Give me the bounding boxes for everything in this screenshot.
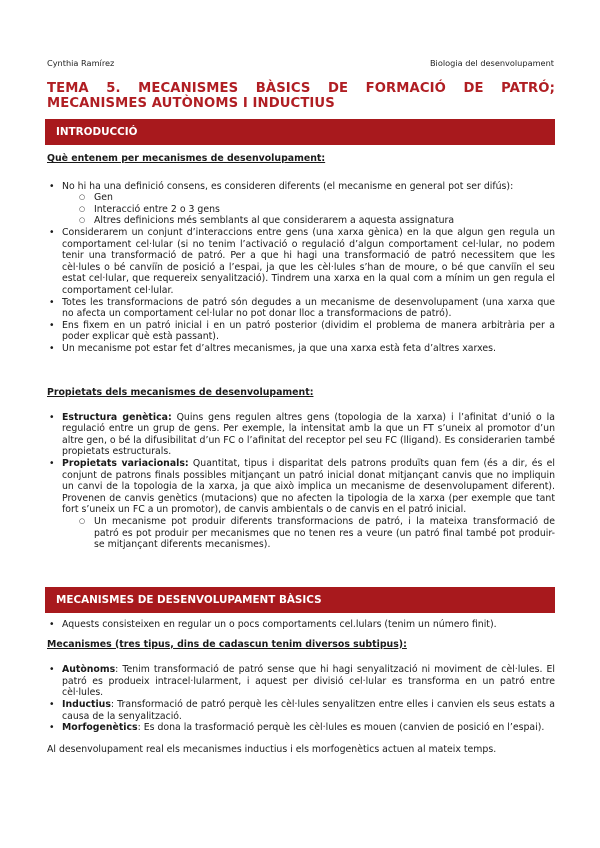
list-item: • Totes les transformacions de patró són degudes a un mecanisme de desenvolupament (una xarxa que no afecta un comportament cel·lular no pot donar lloc a transformacions de patró). bbox=[47, 297, 555, 320]
mechanism-text: : Transformació de patró perquè les cèl·lules senyalitzen entre elles i canvien els seus estats a causa de la senyalització. bbox=[62, 698, 555, 722]
sublist-item: ○ Altres definicions més semblants al que considerarem a aquesta assignatura bbox=[79, 215, 555, 227]
sublist-item: ○ Interacció entre 2 o 3 gens bbox=[79, 204, 555, 216]
intro-block bbox=[47, 153, 555, 355]
sublist-item: ○ Un mecanisme pot produir diferents transformacions de patró, i la mateixa transformació de patró es pot produir per mecanismes que no tenen res a veure (un patró final també pot produir-se mitjançant diferents mecanismes). bbox=[79, 516, 555, 551]
intro-list bbox=[47, 181, 555, 355]
mechanism-text: : Tenim transformació de patró sense que hi hagi senyalització ni moviment de cèl·lules. El patró es produeix intracel·lularment, i aquest per divisió cel·lular es transforma en un patró entre cèl·lules. bbox=[62, 664, 555, 699]
mechanism-label: Autònoms bbox=[62, 664, 116, 676]
properties-list bbox=[47, 412, 555, 551]
list-item bbox=[47, 181, 555, 227]
subheading-what-is: Què entenem per mecanismes de desenvolupament: bbox=[47, 153, 326, 164]
property-text: Quins gens regulen altres gens (topologia de la xarxa) i l’afinitat d’unió o la regulació entre un grup de gens. Per exemple, la intensitat amb la que un FT s’uneix al promotor d’un altre gen, o bé la difusibilitat d’un FC o l’afinitat del receptor pel seu FC (lligand). Es considerarien també propietats estructurals. bbox=[62, 411, 555, 458]
list-item: • Considerarem un conjunt d’interaccions entre gens (una xarxa gènica) en la que algun gen regula un comportament cel·lular (si no tenim l’activació o regulació d’algun comportament cel·lular, no podem tenir una transformació de patró. Per a que hi hagi una transformació de patró necessitem que les cèl·lules o bé canviïn de posició a l’espai, ja que les cèl·lules s’han de moure, o bé que canviïn el seu estat cel·lular, que requereix senyalització). Tindrem una xarxa en la qual com a mínim un gen regula el comportament cel·lular. bbox=[47, 227, 555, 297]
header-author: Cynthia Ramírez bbox=[47, 58, 115, 68]
mechanism-types-list bbox=[47, 664, 555, 734]
list-item bbox=[47, 412, 555, 458]
properties-block bbox=[47, 387, 555, 551]
sublist bbox=[79, 192, 555, 227]
list-item bbox=[47, 664, 555, 699]
property-text: Quantitat, tipus i disparitat dels patrons produïts quan fem (és a dir, és el conjunt de patrons finals possibles mitjançant un patró inicial donat mitjançant canvis que no impliquin un canvi de la topologia de la xarxa, ja que això implica un mecanisme de desenvolupament diferent). Provenen de canvis genètics (mutacions) que no afecten la tipologia de la xarxa (per exemple que tant fort s’uneix un FC a un promotor), de canvis ambientals o de canvis en el patró inicial. bbox=[62, 457, 555, 516]
mechanism-label: Inductius bbox=[62, 698, 111, 710]
mechanisms-intro-list bbox=[47, 619, 555, 631]
list-item: • Ens fixem en un patró inicial i en un patró posterior (dividim el problema de manera arbitrària per a poder explicar què està passant). bbox=[47, 320, 555, 343]
property-label: Propietats variacionals: bbox=[62, 457, 189, 469]
list-item bbox=[47, 722, 555, 734]
sublist bbox=[79, 516, 555, 551]
mechanisms-block bbox=[47, 619, 555, 755]
mechanism-text: : Es dona la trasformació perquè les cèl·lules es mouen (canvien de posició en l’espai). bbox=[137, 722, 545, 734]
subheading-mechanism-types: Mecanismes (tres tipus, dins de cadascun tenim diversos subtipus): bbox=[47, 638, 407, 650]
list-item bbox=[47, 458, 555, 551]
section-heading-mecanismes: MECANISMES DE DESENVOLUPAMENT BÀSICS bbox=[45, 587, 555, 613]
sublist-item: ○ Gen bbox=[79, 192, 555, 204]
list-item: • Un mecanisme pot estar fet d’altres mecanismes, ja que una xarxa està feta d’altres xarxes. bbox=[47, 343, 555, 355]
list-item: • Aquests consisteixen en regular un o pocs comportaments cel.lulars (tenim un número finit). bbox=[47, 619, 555, 631]
subheading-properties: Propietats dels mecanismes de desenvolupament: bbox=[47, 387, 314, 398]
page-title: TEMA 5. MECANISMES BÀSICS DE FORMACIÓ DE PATRÓ; MECANISMES AUTÒNOMS I INDUCTIUS bbox=[47, 81, 555, 111]
property-label: Estructura genètica: bbox=[62, 411, 172, 423]
section-heading-introduccio: INTRODUCCIÓ bbox=[45, 119, 555, 145]
header-subject: Biologia del desenvolupament bbox=[429, 58, 554, 68]
list-item-text: No hi ha una definició consens, es consideren diferents (el mecanisme en general pot ser difús): bbox=[62, 180, 514, 192]
closing-paragraph: Al desenvolupament real els mecanismes inductius i els morfogenètics actuen al mateix temps. bbox=[47, 743, 497, 755]
list-item bbox=[47, 699, 555, 722]
mechanism-label: Morfogenètics bbox=[62, 722, 138, 734]
